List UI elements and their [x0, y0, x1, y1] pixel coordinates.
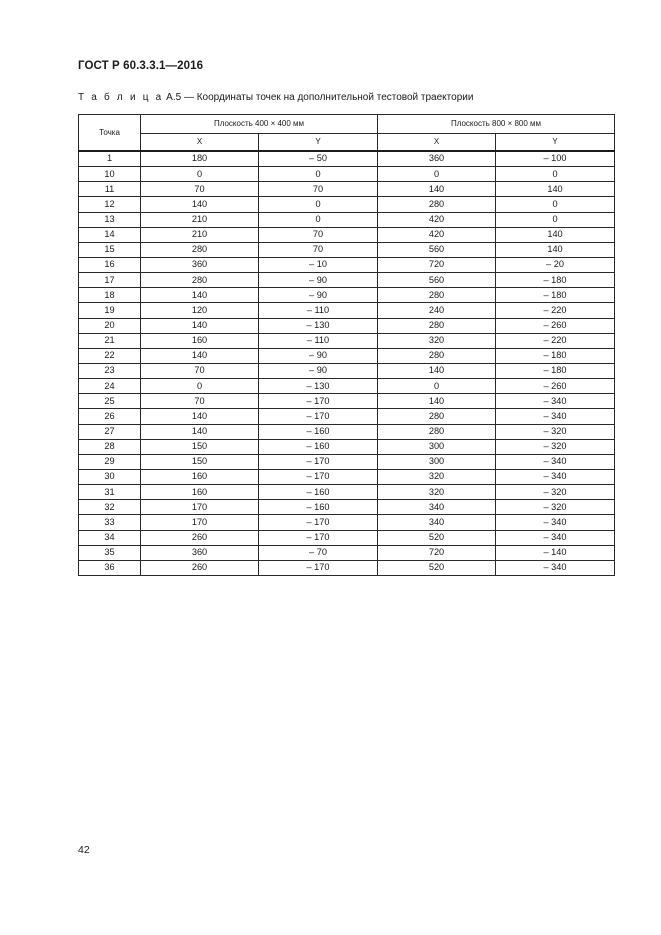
- y-400-cell: – 130: [259, 318, 378, 333]
- x-800-cell: 140: [378, 394, 496, 409]
- y-800-cell: – 320: [496, 485, 615, 500]
- x-800-cell: 560: [378, 273, 496, 288]
- x-400-cell: 70: [141, 363, 259, 378]
- y-800-cell: – 100: [496, 151, 615, 167]
- point-cell: 26: [79, 409, 141, 424]
- x-400-cell: 0: [141, 379, 259, 394]
- x-800-cell: 300: [378, 454, 496, 469]
- table-row: [79, 424, 615, 439]
- table-row: [79, 151, 615, 167]
- y-800-cell: 0: [496, 167, 615, 182]
- point-cell: 16: [79, 257, 141, 272]
- table-row: [79, 409, 615, 424]
- x-800-cell: 0: [378, 379, 496, 394]
- y-800-cell: 140: [496, 242, 615, 257]
- table-row: [79, 288, 615, 303]
- point-cell: 33: [79, 515, 141, 530]
- y-800-cell: 140: [496, 182, 615, 197]
- table-row: [79, 182, 615, 197]
- x-800-cell: 520: [378, 560, 496, 575]
- x-800-cell: 280: [378, 288, 496, 303]
- table-row: [79, 318, 615, 333]
- table-row: [79, 394, 615, 409]
- y-400-cell: – 10: [259, 257, 378, 272]
- x-400-cell: 160: [141, 485, 259, 500]
- y-800-cell: – 220: [496, 333, 615, 348]
- table-row: [79, 242, 615, 257]
- point-cell: 17: [79, 273, 141, 288]
- x-400-cell: 360: [141, 545, 259, 560]
- document-id: ГОСТ Р 60.3.3.1—2016: [78, 60, 204, 72]
- table-row: [79, 500, 615, 515]
- point-cell: 19: [79, 303, 141, 318]
- x-800-cell: 280: [378, 197, 496, 212]
- point-cell: 24: [79, 379, 141, 394]
- y-800-cell: – 180: [496, 288, 615, 303]
- x-800-cell: 420: [378, 212, 496, 227]
- x-800-cell: 280: [378, 424, 496, 439]
- x-800-cell: 140: [378, 182, 496, 197]
- x-800-cell: 340: [378, 515, 496, 530]
- y-800-cell: – 220: [496, 303, 615, 318]
- table-row: [79, 197, 615, 212]
- point-cell: 32: [79, 500, 141, 515]
- header-x-800: X: [378, 134, 496, 152]
- y-800-cell: – 340: [496, 469, 615, 484]
- table-row: [79, 530, 615, 545]
- y-800-cell: 0: [496, 212, 615, 227]
- point-cell: 11: [79, 182, 141, 197]
- y-400-cell: – 90: [259, 288, 378, 303]
- table-row: [79, 257, 615, 272]
- y-400-cell: – 160: [259, 500, 378, 515]
- y-800-cell: – 260: [496, 379, 615, 394]
- y-400-cell: – 50: [259, 151, 378, 167]
- point-cell: 18: [79, 288, 141, 303]
- y-400-cell: – 160: [259, 485, 378, 500]
- y-400-cell: – 170: [259, 409, 378, 424]
- y-400-cell: – 110: [259, 333, 378, 348]
- y-800-cell: – 260: [496, 318, 615, 333]
- header-point: Точка: [79, 115, 141, 152]
- y-800-cell: – 340: [496, 530, 615, 545]
- y-400-cell: – 170: [259, 560, 378, 575]
- y-800-cell: – 320: [496, 439, 615, 454]
- y-400-cell: – 160: [259, 439, 378, 454]
- table-row: [79, 439, 615, 454]
- header-plane-800: Плоскость 800 × 800 мм: [378, 115, 615, 134]
- table-caption-text: А.5 — Координаты точек на дополнительной тестовой траектории: [163, 92, 474, 103]
- x-800-cell: 420: [378, 227, 496, 242]
- y-800-cell: – 320: [496, 424, 615, 439]
- y-800-cell: – 320: [496, 500, 615, 515]
- x-800-cell: 320: [378, 333, 496, 348]
- y-400-cell: – 170: [259, 454, 378, 469]
- y-400-cell: – 170: [259, 394, 378, 409]
- table-caption: [78, 92, 473, 103]
- x-800-cell: 140: [378, 363, 496, 378]
- point-cell: 1: [79, 151, 141, 167]
- y-400-cell: – 90: [259, 363, 378, 378]
- table-row: [79, 333, 615, 348]
- x-400-cell: 140: [141, 197, 259, 212]
- point-cell: 15: [79, 242, 141, 257]
- y-400-cell: 70: [259, 242, 378, 257]
- x-400-cell: 70: [141, 182, 259, 197]
- y-800-cell: – 180: [496, 273, 615, 288]
- header-plane-400: Плоскость 400 × 400 мм: [141, 115, 378, 134]
- point-cell: 28: [79, 439, 141, 454]
- y-400-cell: – 170: [259, 530, 378, 545]
- x-400-cell: 150: [141, 454, 259, 469]
- x-800-cell: 280: [378, 348, 496, 363]
- y-400-cell: – 170: [259, 469, 378, 484]
- x-400-cell: 170: [141, 500, 259, 515]
- table-row: [79, 303, 615, 318]
- point-cell: 31: [79, 485, 141, 500]
- point-cell: 36: [79, 560, 141, 575]
- x-400-cell: 120: [141, 303, 259, 318]
- header-x-400: X: [141, 134, 259, 152]
- y-400-cell: 0: [259, 212, 378, 227]
- table-row: [79, 379, 615, 394]
- point-cell: 34: [79, 530, 141, 545]
- x-400-cell: 260: [141, 530, 259, 545]
- header-y-800: Y: [496, 134, 615, 152]
- x-400-cell: 210: [141, 212, 259, 227]
- x-400-cell: 140: [141, 409, 259, 424]
- x-800-cell: 320: [378, 469, 496, 484]
- y-800-cell: 140: [496, 227, 615, 242]
- table-row: [79, 545, 615, 560]
- x-800-cell: 720: [378, 545, 496, 560]
- y-800-cell: – 340: [496, 394, 615, 409]
- y-400-cell: 0: [259, 197, 378, 212]
- x-800-cell: 320: [378, 485, 496, 500]
- x-400-cell: 210: [141, 227, 259, 242]
- point-cell: 14: [79, 227, 141, 242]
- table-row: [79, 167, 615, 182]
- point-cell: 21: [79, 333, 141, 348]
- y-400-cell: – 130: [259, 379, 378, 394]
- y-400-cell: – 70: [259, 545, 378, 560]
- coordinates-table: [78, 114, 615, 576]
- y-400-cell: – 90: [259, 273, 378, 288]
- x-800-cell: 560: [378, 242, 496, 257]
- x-400-cell: 0: [141, 167, 259, 182]
- x-800-cell: 0: [378, 167, 496, 182]
- x-800-cell: 280: [378, 409, 496, 424]
- x-800-cell: 720: [378, 257, 496, 272]
- point-cell: 30: [79, 469, 141, 484]
- y-800-cell: – 340: [496, 515, 615, 530]
- x-400-cell: 160: [141, 333, 259, 348]
- x-400-cell: 360: [141, 257, 259, 272]
- header-y-400: Y: [259, 134, 378, 152]
- y-800-cell: – 340: [496, 560, 615, 575]
- x-400-cell: 140: [141, 348, 259, 363]
- y-400-cell: 70: [259, 182, 378, 197]
- x-400-cell: 280: [141, 273, 259, 288]
- x-400-cell: 160: [141, 469, 259, 484]
- y-800-cell: – 340: [496, 454, 615, 469]
- x-800-cell: 300: [378, 439, 496, 454]
- point-cell: 22: [79, 348, 141, 363]
- point-cell: 10: [79, 167, 141, 182]
- x-400-cell: 170: [141, 515, 259, 530]
- table-row: [79, 227, 615, 242]
- y-800-cell: – 140: [496, 545, 615, 560]
- x-400-cell: 150: [141, 439, 259, 454]
- y-800-cell: – 20: [496, 257, 615, 272]
- x-400-cell: 180: [141, 151, 259, 167]
- table-row: [79, 273, 615, 288]
- y-800-cell: – 180: [496, 348, 615, 363]
- x-400-cell: 140: [141, 424, 259, 439]
- table-row: [79, 560, 615, 575]
- y-800-cell: – 180: [496, 363, 615, 378]
- point-cell: 20: [79, 318, 141, 333]
- x-800-cell: 280: [378, 318, 496, 333]
- y-400-cell: – 160: [259, 424, 378, 439]
- table-row: [79, 212, 615, 227]
- point-cell: 27: [79, 424, 141, 439]
- x-400-cell: 140: [141, 318, 259, 333]
- table-row: [79, 515, 615, 530]
- x-800-cell: 360: [378, 151, 496, 167]
- x-800-cell: 240: [378, 303, 496, 318]
- point-cell: 29: [79, 454, 141, 469]
- page-number: 42: [78, 844, 90, 856]
- y-400-cell: 70: [259, 227, 378, 242]
- point-cell: 35: [79, 545, 141, 560]
- table-row: [79, 363, 615, 378]
- table-row: [79, 469, 615, 484]
- x-400-cell: 70: [141, 394, 259, 409]
- point-cell: 12: [79, 197, 141, 212]
- point-cell: 25: [79, 394, 141, 409]
- x-800-cell: 520: [378, 530, 496, 545]
- x-400-cell: 260: [141, 560, 259, 575]
- table-body: [79, 151, 615, 575]
- y-800-cell: – 340: [496, 409, 615, 424]
- y-400-cell: – 170: [259, 515, 378, 530]
- y-800-cell: 0: [496, 197, 615, 212]
- y-400-cell: – 90: [259, 348, 378, 363]
- table-row: [79, 348, 615, 363]
- table-row: [79, 485, 615, 500]
- y-400-cell: – 110: [259, 303, 378, 318]
- table-caption-label: Т а б л и ц а: [78, 92, 164, 103]
- point-cell: 13: [79, 212, 141, 227]
- x-400-cell: 140: [141, 288, 259, 303]
- table-row: [79, 454, 615, 469]
- point-cell: 23: [79, 363, 141, 378]
- x-800-cell: 340: [378, 500, 496, 515]
- y-400-cell: 0: [259, 167, 378, 182]
- x-400-cell: 280: [141, 242, 259, 257]
